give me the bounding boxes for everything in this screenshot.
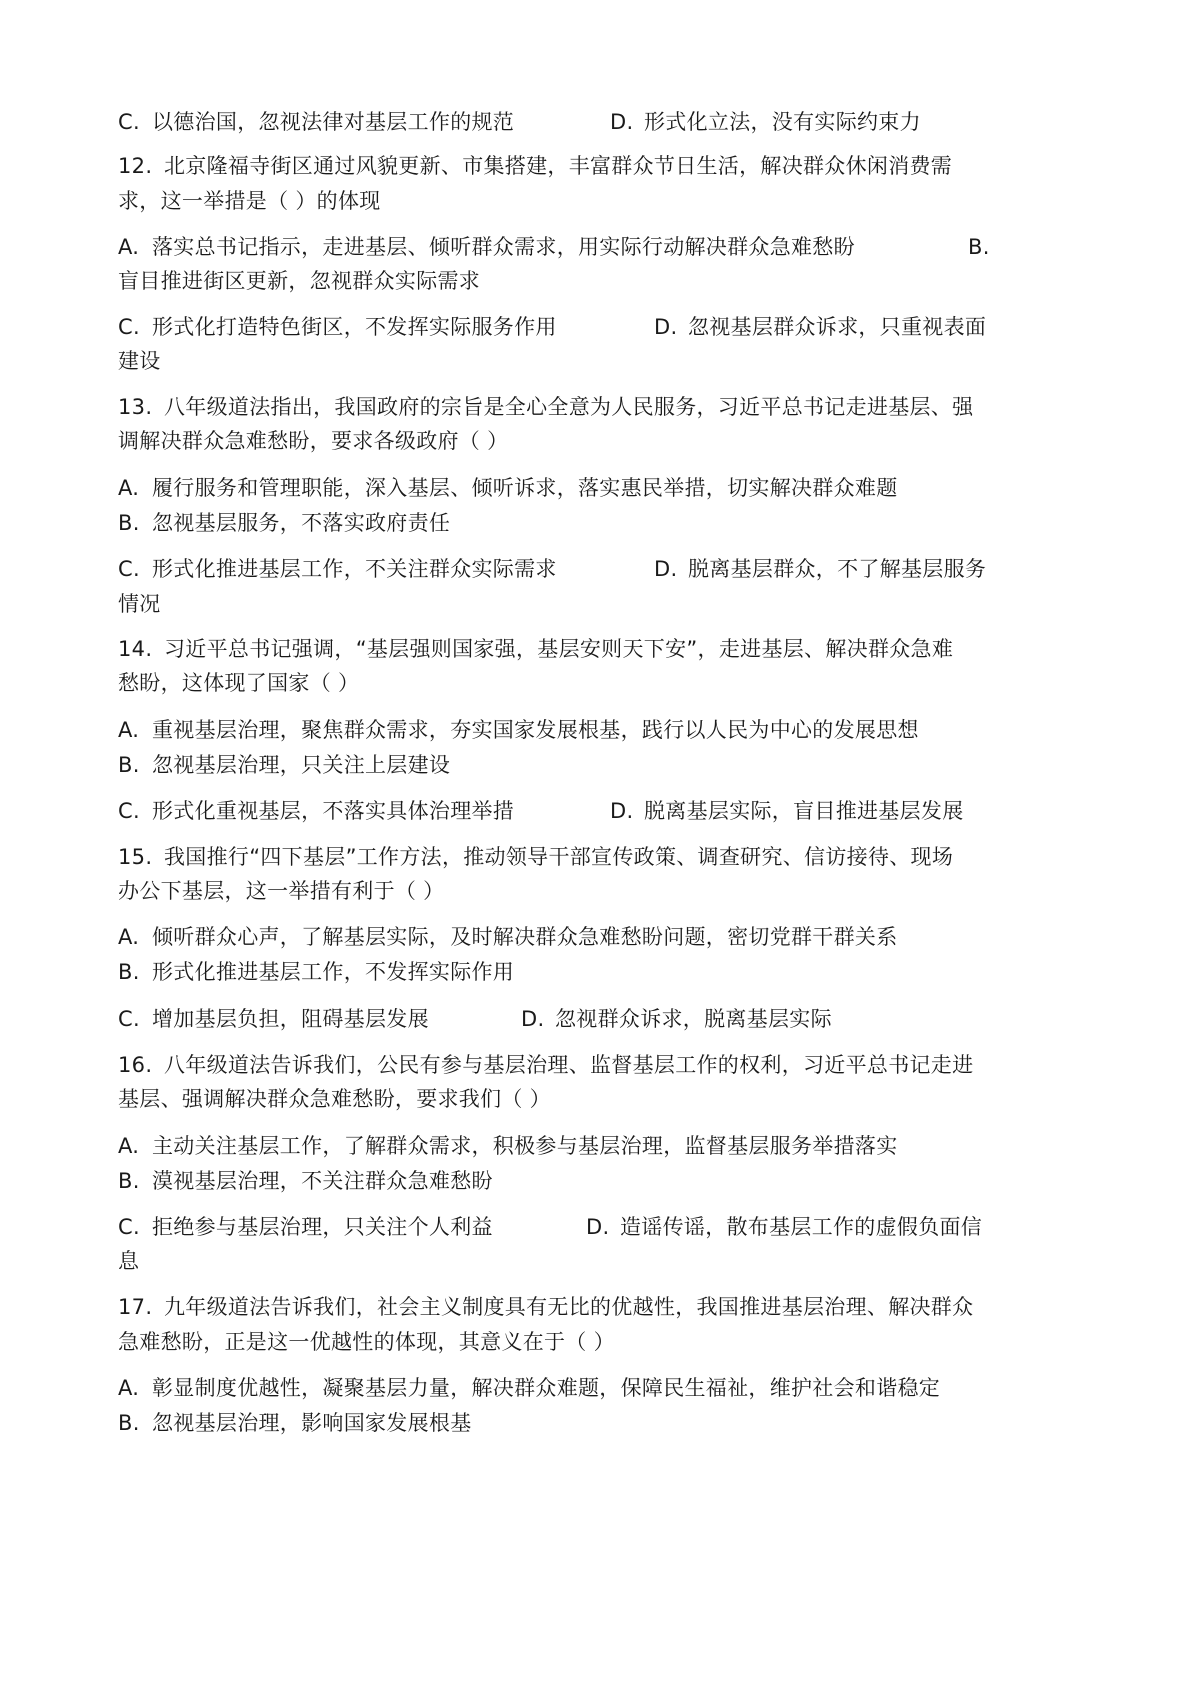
q13-option-a: A. 履行服务和管理职能，深入基层、倾听诉求，落实惠民举措，切实解决群众难题	[118, 476, 898, 500]
q13-option-b: B. 忽视基层服务，不落实政府责任	[118, 511, 451, 535]
q12-stem-line2: 求，这一举措是（ ）的体现	[118, 189, 381, 213]
q14-stem-line2: 愁盼，这体现了国家（ ）	[118, 671, 360, 695]
q12-stem-line1: 12. 北京隆福寺街区通过风貌更新、市集搭建，丰富群众节日生活，解决群众休闲消费需	[118, 154, 953, 178]
q16-option-d: D. 造谣传谣，散布基层工作的虚假负面信	[586, 1215, 983, 1239]
q16-stem-line1: 16. 八年级道法告诉我们，公民有参与基层治理、监督基层工作的权利，习近平总书记走进	[118, 1053, 974, 1077]
q15-option-d: D. 忽视群众诉求，脱离基层实际	[521, 1007, 832, 1031]
q12-option-b-label: B.	[968, 235, 990, 259]
q14-option-b: B. 忽视基层治理，只关注上层建设	[118, 753, 451, 777]
q13-option-c: C. 形式化推进基层工作，不关注群众实际需求	[118, 557, 557, 581]
q17-stem-line2: 急难愁盼，正是这一优越性的体现，其意义在于（ ）	[118, 1330, 615, 1354]
q14-option-c: C. 形式化重视基层，不落实具体治理举措	[118, 799, 515, 823]
q15-stem-line2: 办公下基层，这一举措有利于（ ）	[118, 879, 445, 903]
q15-option-b: B. 形式化推进基层工作，不发挥实际作用	[118, 960, 515, 984]
q17-stem-line1: 17. 九年级道法告诉我们，社会主义制度具有无比的优越性，我国推进基层治理、解决群众	[118, 1295, 974, 1319]
q15-stem-line1: 15. 我国推行“四下基层”工作方法，推动领导干部宣传政策、调查研究、信访接待、现场	[118, 845, 954, 869]
q17-option-a: A. 彰显制度优越性，凝聚基层力量，解决群众难题，保障民生福祉，维护社会和谐稳定	[118, 1376, 941, 1400]
q13-option-d: D. 脱离基层群众，不了解基层服务	[654, 557, 987, 581]
q14-option-a: A. 重视基层治理，聚焦群众需求，夯实国家发展根基，践行以人民为中心的发展思想	[118, 718, 919, 742]
q14-stem-line1: 14. 习近平总书记强调，“基层强则国家强，基层安则天下安”，走进基层、解决群众急难	[118, 637, 954, 661]
q12-option-d: D. 忽视基层群众诉求，只重视表面	[654, 315, 987, 339]
q17-option-b: B. 忽视基层治理，影响国家发展根基	[118, 1411, 472, 1435]
q16-option-a: A. 主动关注基层工作，了解群众需求，积极参与基层治理，监督基层服务举措落实	[118, 1134, 898, 1158]
q12-option-d-cont: 建设	[118, 349, 161, 373]
q13-stem-line2: 调解决群众急难愁盼，要求各级政府（ ）	[118, 429, 509, 453]
q13-stem-line1: 13. 八年级道法指出，我国政府的宗旨是全心全意为人民服务，习近平总书记走进基层、强	[118, 395, 974, 419]
q16-option-b: B. 漠视基层治理，不关注群众急难愁盼	[118, 1169, 493, 1193]
q14-option-d: D. 脱离基层实际，盲目推进基层发展	[610, 799, 964, 823]
q11-option-c: C. 以德治国，忽视法律对基层工作的规范	[118, 110, 515, 134]
q16-option-c: C. 拒绝参与基层治理，只关注个人利益	[118, 1215, 493, 1239]
q16-option-d-cont: 息	[118, 1249, 140, 1273]
q12-option-c: C. 形式化打造特色街区，不发挥实际服务作用	[118, 315, 557, 339]
q12-option-b: 盲目推进街区更新，忽视群众实际需求	[118, 269, 481, 293]
q16-stem-line2: 基层、强调解决群众急难愁盼，要求我们（ ）	[118, 1087, 551, 1111]
q11-option-d: D. 形式化立法，没有实际约束力	[610, 110, 921, 134]
q13-option-d-cont: 情况	[118, 592, 161, 616]
q12-option-a: A. 落实总书记指示，走进基层、倾听群众需求，用实际行动解决群众急难愁盼	[118, 235, 855, 259]
q15-option-a: A. 倾听群众心声，了解基层实际，及时解决群众急难愁盼问题，密切党群干群关系	[118, 925, 898, 949]
q15-option-c: C. 增加基层负担，阻碍基层发展	[118, 1007, 429, 1031]
